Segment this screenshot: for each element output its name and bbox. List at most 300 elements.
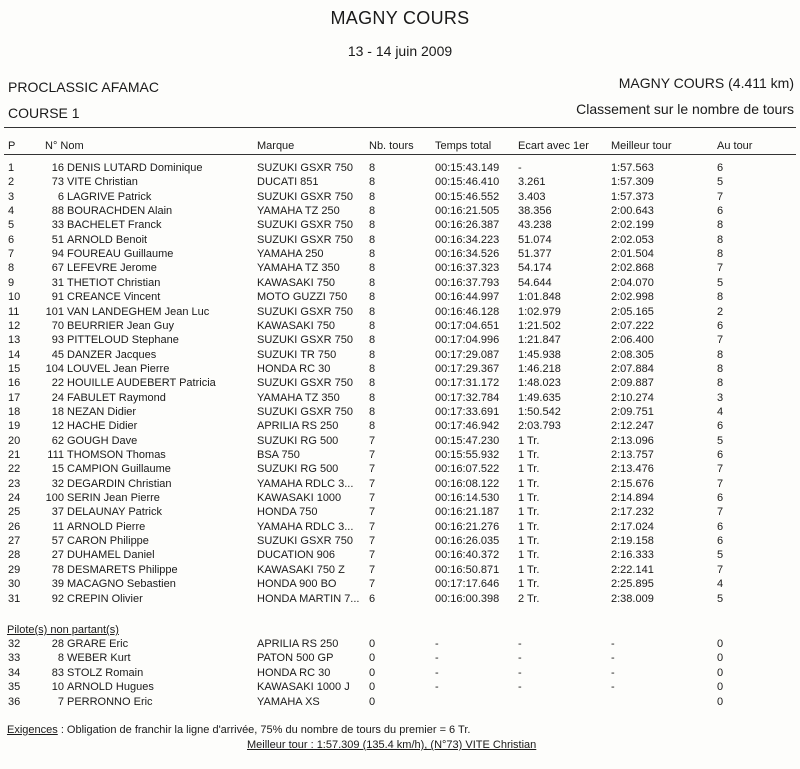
cell-marque: KAWASAKI 750 Z	[257, 563, 345, 576]
cell-total: 00:17:04.651	[435, 319, 500, 332]
cell-p: 14	[8, 348, 21, 361]
cell-p: 4	[8, 205, 15, 218]
cell-name: GRARE Eric	[67, 638, 129, 650]
cell-tours: 7	[369, 578, 376, 591]
cell-name: PITTELOUD Stephane	[67, 334, 179, 347]
cell-marque: SUZUKI RG 500	[257, 434, 339, 447]
cell-ecart: 1:46.218	[518, 362, 561, 375]
cell-p: 13	[8, 334, 21, 347]
circuit-info: MAGNY COURS (4.411 km)	[618, 75, 794, 91]
cell-p: 33	[8, 652, 21, 665]
cell-marque: HONDA 750	[257, 506, 318, 519]
cell-name: ARNOLD Pierre	[67, 520, 146, 533]
cell-tours: 7	[369, 506, 376, 519]
cell-p: 29	[8, 563, 21, 576]
cell-n: 88	[51, 205, 64, 218]
cell-au: 5	[717, 176, 724, 189]
cell-n: 73	[51, 176, 64, 189]
cell-ecart: -	[518, 652, 522, 665]
cell-au: 0	[717, 638, 724, 650]
cell-tours: 7	[369, 477, 376, 490]
cell-p: 18	[8, 405, 21, 418]
requirements-text: : Obligation de franchir la ligne d'arrivée, 75% du nombre de tours du premier = 6 Tr.	[57, 724, 471, 736]
cell-marque: SUZUKI GSXR 750	[257, 405, 353, 418]
cell-best: 2:01.504	[611, 248, 654, 261]
cell-best: 2:14.894	[611, 492, 654, 505]
cell-total: 00:16:14.530	[435, 492, 500, 505]
cell-n: 78	[51, 563, 64, 576]
cell-name: BACHELET Franck	[67, 219, 162, 232]
cell-p: 34	[8, 666, 21, 679]
cell-best: 1:57.563	[611, 162, 654, 174]
cell-best: 2:12.247	[611, 420, 654, 433]
cell-p: 22	[8, 463, 21, 476]
cell-au: 8	[717, 377, 724, 390]
requirements-note	[7, 724, 470, 736]
cell-total: 00:17:04.996	[435, 334, 500, 347]
cell-ecart: -	[518, 162, 522, 174]
cell-total: 00:16:50.871	[435, 563, 500, 576]
cell-name: FOUREAU Guillaume	[67, 248, 174, 261]
table-row	[0, 261, 800, 275]
table-row	[0, 680, 800, 694]
cell-total: 00:16:37.323	[435, 262, 500, 275]
cell-au: 6	[717, 492, 724, 505]
cell-total: 00:15:46.552	[435, 190, 500, 203]
col-number-name: N° Nom	[45, 140, 84, 152]
cell-total: 00:17:32.784	[435, 391, 500, 404]
cell-n: 10	[51, 681, 64, 694]
cell-au: 3	[717, 391, 724, 404]
cell-best: -	[611, 638, 615, 650]
cell-marque: HONDA RC 30	[257, 362, 331, 375]
cell-ecart: 1:21.847	[518, 334, 561, 347]
cell-name: BEURRIER Jean Guy	[67, 319, 174, 332]
cell-tours: 0	[369, 681, 376, 694]
cell-n: 101	[45, 305, 64, 318]
cell-marque: MOTO GUZZI 750	[257, 291, 348, 304]
cell-n: 12	[51, 420, 64, 433]
cell-marque: SUZUKI GSXR 750	[257, 219, 353, 232]
cell-total: -	[435, 638, 439, 650]
cell-n: 94	[51, 248, 64, 261]
cell-name: STOLZ Romain	[67, 666, 144, 679]
table-row	[0, 333, 800, 347]
header-divider	[4, 127, 796, 128]
cell-name: THOMSON Thomas	[67, 449, 166, 461]
cell-marque: SUZUKI GSXR 750	[257, 377, 353, 390]
cell-au: 8	[717, 248, 724, 261]
cell-ecart: 38.356	[518, 205, 552, 218]
cell-tours: 8	[369, 348, 376, 361]
cell-best: 1:57.373	[611, 190, 654, 203]
cell-ecart: -	[518, 638, 522, 650]
cell-tours: 8	[369, 248, 376, 261]
cell-n: 67	[51, 262, 64, 275]
table-row	[0, 218, 800, 232]
cell-name: LAGRIVE Patrick	[67, 190, 152, 203]
cell-tours: 0	[369, 666, 376, 679]
cell-best: 2:10.274	[611, 391, 654, 404]
table-row	[0, 419, 800, 433]
cell-au: 8	[717, 362, 724, 375]
cell-name: SERIN Jean Pierre	[67, 492, 160, 505]
cell-marque: YAMAHA RDLC 3...	[257, 477, 354, 490]
classification-type: Classement sur le nombre de tours	[576, 101, 794, 117]
cell-p: 36	[8, 695, 21, 708]
table-row	[0, 462, 800, 476]
cell-marque: YAMAHA TZ 350	[257, 262, 340, 275]
championship-name: PROCLASSIC AFAMAC	[8, 79, 159, 95]
cell-p: 1	[8, 162, 15, 174]
cell-p: 2	[8, 176, 15, 189]
cell-n: 83	[51, 666, 64, 679]
cell-au: 7	[717, 463, 724, 476]
table-row	[0, 319, 800, 333]
cell-au: 5	[717, 592, 724, 605]
cell-au: 6	[717, 449, 724, 461]
cell-best: 2:02.998	[611, 291, 654, 304]
cell-total: 00:17:29.367	[435, 362, 500, 375]
cell-p: 31	[8, 592, 21, 605]
cell-au: 7	[717, 506, 724, 519]
cell-n: 27	[51, 549, 64, 562]
table-row	[0, 666, 800, 680]
table-row	[0, 276, 800, 290]
table-row	[0, 348, 800, 362]
cell-n: 32	[51, 477, 64, 490]
cell-total: 00:17:31.172	[435, 377, 500, 390]
cell-tours: 8	[369, 334, 376, 347]
cell-au: 4	[717, 578, 724, 591]
cell-marque: DUCATI 851	[257, 176, 319, 189]
cell-p: 17	[8, 391, 21, 404]
cell-ecart: 3.261	[518, 176, 546, 189]
col-on-lap: Au tour	[717, 140, 753, 152]
cell-name: FABULET Raymond	[67, 391, 166, 404]
cell-name: CREPIN Olivier	[67, 592, 143, 605]
cell-marque: SUZUKI GSXR 750	[257, 162, 353, 174]
cell-marque: BSA 750	[257, 449, 300, 461]
cell-tours: 8	[369, 377, 376, 390]
cell-name: DUHAMEL Daniel	[67, 549, 155, 562]
cell-name: DESMARETS Philippe	[67, 563, 178, 576]
cell-total: 00:16:08.122	[435, 477, 500, 490]
cell-tours: 7	[369, 520, 376, 533]
cell-ecart: 1 Tr.	[518, 463, 540, 476]
cell-n: 22	[51, 377, 64, 390]
cell-tours: 8	[369, 420, 376, 433]
cell-best: 2:00.643	[611, 205, 654, 218]
cell-marque: SUZUKI TR 750	[257, 348, 337, 361]
cell-best: 2:13.476	[611, 463, 654, 476]
cell-name: DEGARDIN Christian	[67, 477, 172, 490]
cell-au: 7	[717, 563, 724, 576]
table-row	[0, 592, 800, 606]
cell-total: 00:16:40.372	[435, 549, 500, 562]
cell-au: 5	[717, 434, 724, 447]
table-row	[0, 505, 800, 519]
cell-tours: 0	[369, 652, 376, 665]
cell-n: 28	[51, 638, 64, 650]
table-row	[0, 637, 800, 651]
cell-n: 70	[51, 319, 64, 332]
cell-total: 00:16:00.398	[435, 592, 500, 605]
table-row	[0, 305, 800, 319]
cell-marque: APRILIA RS 250	[257, 420, 339, 433]
cell-total: 00:16:21.187	[435, 506, 500, 519]
cell-n: 24	[51, 391, 64, 404]
table-row	[0, 491, 800, 505]
cell-au: 7	[717, 190, 724, 203]
cell-marque: SUZUKI RG 500	[257, 463, 339, 476]
cell-marque: KAWASAKI 1000	[257, 492, 342, 505]
cell-au: 8	[717, 291, 724, 304]
cell-best: 2:19.158	[611, 535, 654, 548]
cell-total: 00:16:21.276	[435, 520, 500, 533]
cell-best: 2:25.895	[611, 578, 654, 591]
cell-ecart: 1:49.635	[518, 391, 561, 404]
cell-best: 2:16.333	[611, 549, 654, 562]
table-row	[0, 175, 800, 189]
cell-marque: SUZUKI GSXR 750	[257, 334, 353, 347]
cell-marque: SUZUKI GSXR 750	[257, 305, 353, 318]
cell-total: 00:16:37.793	[435, 276, 500, 289]
col-best-lap: Meilleur tour	[611, 140, 672, 152]
cell-p: 26	[8, 520, 21, 533]
cell-marque: YAMAHA TZ 350	[257, 391, 340, 404]
cell-ecart: 1 Tr.	[518, 477, 540, 490]
cell-name: WEBER Kurt	[67, 652, 131, 665]
cell-ecart: 1 Tr.	[518, 578, 540, 591]
cell-ecart: 1:01.848	[518, 291, 561, 304]
cell-ecart: 1 Tr.	[518, 434, 540, 447]
cell-best: 2:02.053	[611, 233, 654, 246]
cell-ecart: 1 Tr.	[518, 520, 540, 533]
cell-marque: DUCATION 906	[257, 549, 336, 562]
col-laps: Nb. tours	[369, 140, 414, 152]
cell-ecart: 1:50.542	[518, 405, 561, 418]
table-row	[0, 548, 800, 562]
cell-tours: 8	[369, 190, 376, 203]
cell-p: 6	[8, 233, 15, 246]
cell-p: 30	[8, 578, 21, 591]
cell-total: 00:16:21.505	[435, 205, 500, 218]
cell-total: 00:16:34.223	[435, 233, 500, 246]
cell-name: THETIOT Christian	[67, 276, 161, 289]
table-row	[0, 376, 800, 390]
cell-ecart: 2:03.793	[518, 420, 561, 433]
cell-au: 0	[717, 681, 724, 694]
table-row	[0, 290, 800, 304]
cell-n: 111	[47, 449, 64, 461]
cell-name: DANZER Jacques	[67, 348, 157, 361]
cell-total: 00:16:44.997	[435, 291, 500, 304]
table-row	[0, 695, 800, 709]
cell-marque: PATON 500 GP	[257, 652, 334, 665]
cell-tours: 7	[369, 563, 376, 576]
cell-p: 28	[8, 549, 21, 562]
cell-au: 0	[717, 666, 724, 679]
cell-p: 15	[8, 362, 21, 375]
cell-p: 21	[8, 449, 21, 461]
cell-marque: YAMAHA TZ 250	[257, 205, 340, 218]
cell-ecart: 51.377	[518, 248, 552, 261]
cell-name: VAN LANDEGHEM Jean Luc	[67, 305, 210, 318]
cell-best: 2:09.887	[611, 377, 654, 390]
cell-au: 6	[717, 205, 724, 218]
cell-au: 0	[717, 652, 724, 665]
cell-ecart: 1 Tr.	[518, 549, 540, 562]
cell-n: 6	[57, 190, 64, 203]
cell-n: 39	[51, 578, 64, 591]
cell-n: 91	[51, 291, 64, 304]
cell-ecart: 1 Tr.	[518, 449, 540, 461]
cell-total: -	[435, 666, 439, 679]
cell-name: PERRONNO Eric	[67, 695, 153, 708]
cell-p: 19	[8, 420, 21, 433]
table-row	[0, 391, 800, 405]
cell-tours: 7	[369, 449, 376, 461]
cell-tours: 7	[369, 463, 376, 476]
cell-best: 1:57.309	[611, 176, 654, 189]
cell-best: 2:09.751	[611, 405, 654, 418]
cell-n: 8	[57, 652, 64, 665]
cell-best: 2:38.009	[611, 592, 654, 605]
cell-au: 7	[717, 477, 724, 490]
cell-total: 00:16:46.128	[435, 305, 500, 318]
cell-p: 35	[8, 681, 21, 694]
cell-marque: HONDA MARTIN 7...	[257, 592, 360, 605]
cell-ecart: 43.238	[518, 219, 552, 232]
cell-n: 11	[52, 520, 64, 533]
cell-name: GOUGH Dave	[67, 434, 138, 447]
cell-marque: KAWASAKI 750	[257, 276, 336, 289]
table-row	[0, 434, 800, 448]
cell-n: 92	[51, 592, 64, 605]
cell-total: 00:15:46.410	[435, 176, 500, 189]
cell-n: 31	[51, 276, 64, 289]
cell-n: 15	[51, 463, 64, 476]
table-row	[0, 448, 800, 462]
cell-au: 5	[717, 549, 724, 562]
cell-total: 00:16:26.387	[435, 219, 500, 232]
cell-total: 00:16:34.526	[435, 248, 500, 261]
table-row	[0, 190, 800, 204]
cell-tours: 8	[369, 405, 376, 418]
cell-tours: 8	[369, 162, 376, 174]
cell-p: 5	[8, 219, 15, 232]
cell-name: DENIS LUTARD Dominique	[67, 162, 203, 174]
cell-best: 2:07.884	[611, 362, 654, 375]
cell-best: 2:17.232	[611, 506, 654, 519]
cell-tours: 8	[369, 319, 376, 332]
cell-ecart: 1 Tr.	[518, 535, 540, 548]
cell-tours: 7	[369, 535, 376, 548]
cell-tours: 0	[369, 638, 376, 650]
cell-name: CAMPION Guillaume	[67, 463, 171, 476]
cell-name: ARNOLD Hugues	[67, 681, 154, 694]
cell-tours: 8	[369, 362, 376, 375]
cell-marque: APRILIA RS 250	[257, 638, 339, 650]
event-dates: 13 - 14 juin 2009	[347, 43, 453, 59]
table-row	[0, 520, 800, 534]
cell-marque: KAWASAKI 750	[257, 319, 336, 332]
requirements-label: Exigences	[7, 724, 58, 736]
table-row	[0, 233, 800, 247]
cell-p: 16	[8, 377, 21, 390]
cell-total: 00:17:33.691	[435, 405, 500, 418]
cell-total: 00:16:26.035	[435, 535, 500, 548]
cell-total: 00:17:29.087	[435, 348, 500, 361]
cell-p: 20	[8, 434, 21, 447]
cell-name: HACHE Didier	[67, 420, 138, 433]
cell-ecart: 2 Tr.	[518, 592, 540, 605]
cell-name: MACAGNO Sebastien	[67, 578, 176, 591]
cell-tours: 8	[369, 291, 376, 304]
best-lap-note: Meilleur tour : 1:57.309 (135.4 km/h), (N°73) VITE Christian	[247, 739, 537, 751]
cell-best: 2:05.165	[611, 305, 654, 318]
table-row	[0, 247, 800, 261]
cell-n: 93	[51, 334, 64, 347]
cell-name: CREANCE Vincent	[67, 291, 161, 304]
cell-best: 2:02.868	[611, 262, 654, 275]
cell-best: 2:13.096	[611, 434, 654, 447]
cell-best: 2:07.222	[611, 319, 654, 332]
cell-n: 7	[57, 695, 64, 708]
cell-ecart: 54.644	[518, 276, 552, 289]
cell-n: 18	[51, 405, 64, 418]
cell-tours: 8	[369, 276, 376, 289]
col-gap: Ecart avec 1er	[518, 140, 589, 152]
cell-ecart: 51.074	[518, 233, 552, 246]
cell-ecart: 1 Tr.	[518, 563, 540, 576]
col-marque: Marque	[257, 140, 295, 152]
cell-ecart: 1 Tr.	[518, 492, 540, 505]
cell-n: 100	[45, 492, 64, 505]
cell-ecart: -	[518, 666, 522, 679]
cell-n: 37	[51, 506, 64, 519]
cell-n: 104	[45, 362, 64, 375]
page-title: MAGNY COURS	[330, 8, 470, 28]
cell-name: VITE Christian	[67, 176, 138, 189]
cell-tours: 8	[369, 305, 376, 318]
cell-name: DELAUNAY Patrick	[67, 506, 162, 519]
cell-au: 6	[717, 319, 724, 332]
cell-n: 51	[51, 233, 64, 246]
table-row	[0, 477, 800, 491]
cell-name: ARNOLD Benoit	[67, 233, 148, 246]
cell-tours: 7	[369, 492, 376, 505]
cell-best: 2:17.024	[611, 520, 654, 533]
cell-tours: 6	[369, 592, 376, 605]
cell-best: -	[611, 681, 615, 694]
cell-p: 12	[8, 319, 21, 332]
cell-au: 8	[717, 219, 724, 232]
cell-marque: YAMAHA RDLC 3...	[257, 520, 354, 533]
cell-name: LOUVEL Jean Pierre	[67, 362, 170, 375]
cell-total: 00:15:47.230	[435, 434, 500, 447]
cell-ecart: 1:48.023	[518, 377, 561, 390]
cell-marque: YAMAHA 250	[257, 248, 324, 261]
cell-au: 7	[717, 334, 724, 347]
cell-marque: HONDA 900 BO	[257, 578, 337, 591]
cell-best: -	[611, 666, 615, 679]
table-row	[0, 405, 800, 419]
cell-total: 00:17:46.942	[435, 420, 500, 433]
cell-total: 00:16:07.522	[435, 463, 500, 476]
cell-best: 2:15.676	[611, 477, 654, 490]
